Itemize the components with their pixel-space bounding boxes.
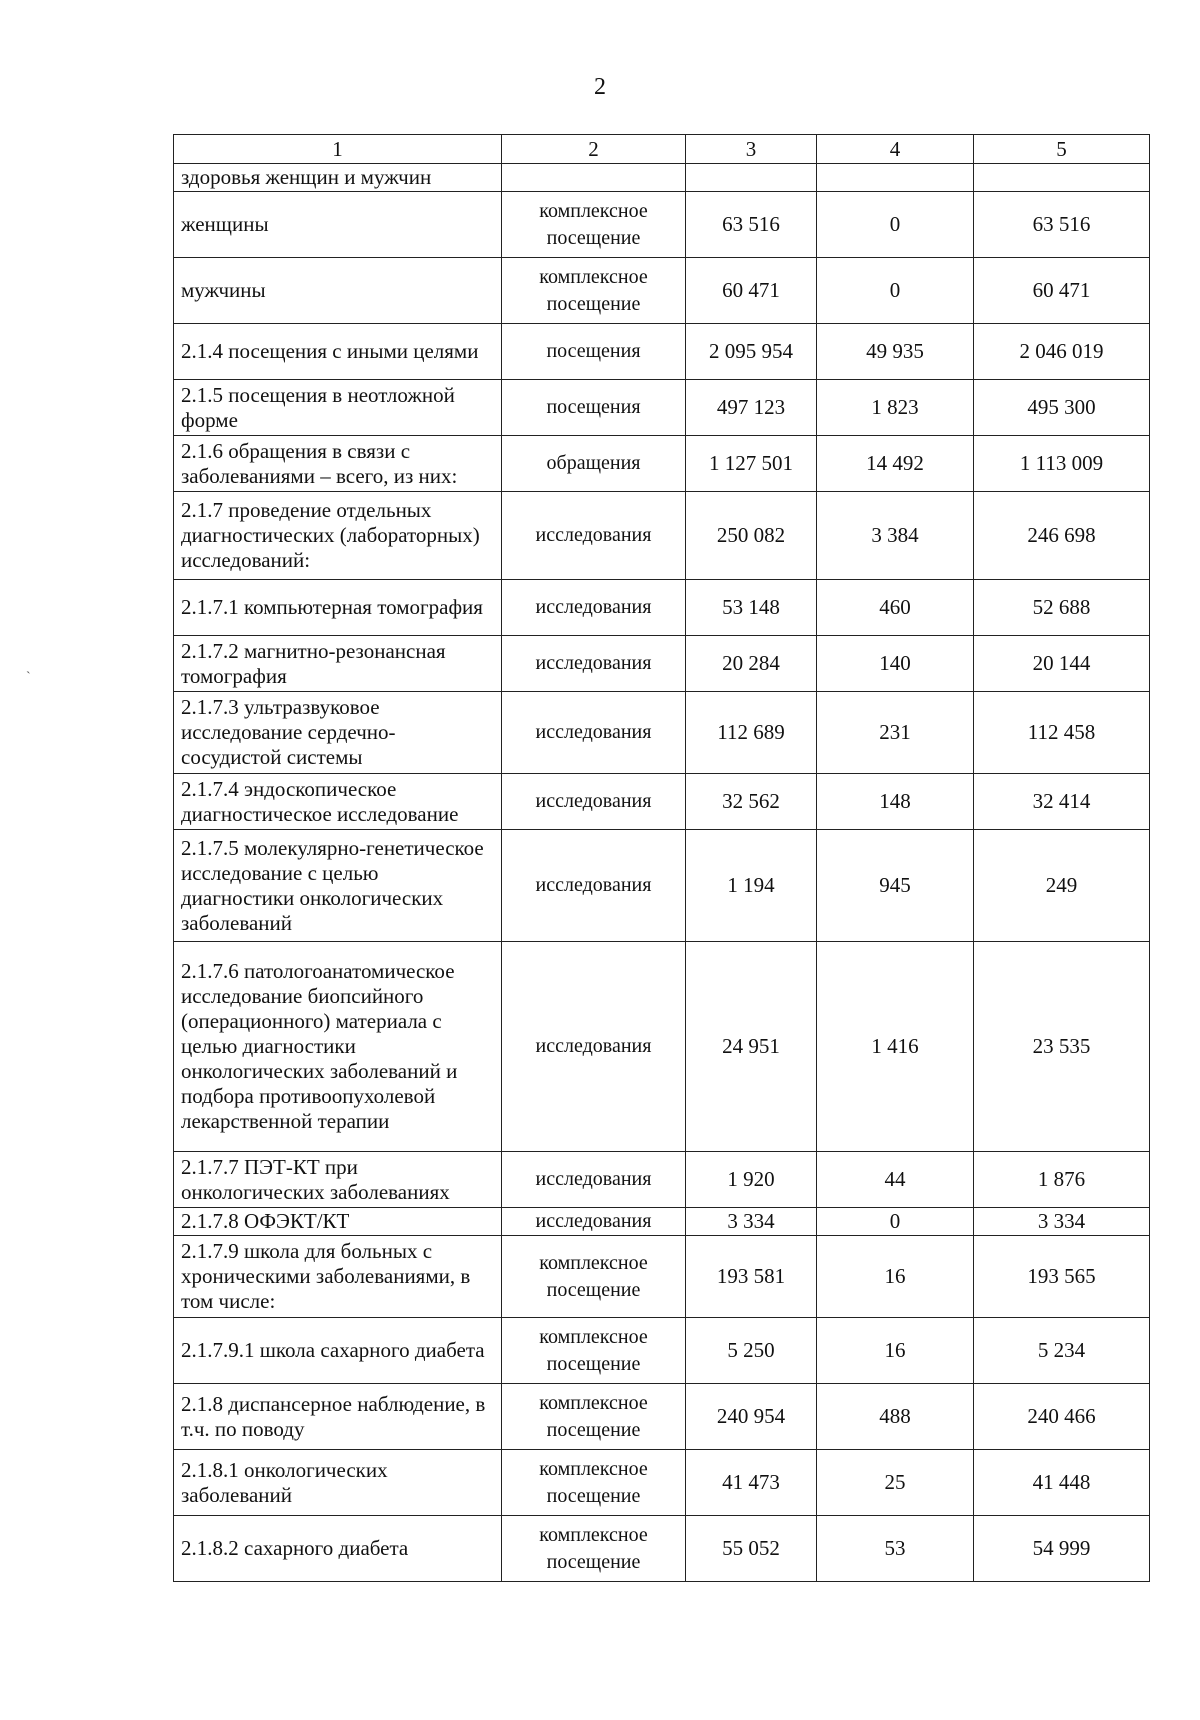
value-col-3: 112 689: [686, 692, 817, 774]
unit-cell: исследования: [502, 492, 686, 580]
row-label: 2.1.7.1 компьютерная томография: [174, 580, 502, 636]
value-col-3: 63 516: [686, 192, 817, 258]
table-row: [174, 830, 1150, 942]
value-col-5: 495 300: [974, 380, 1150, 436]
unit-cell: комплексное посещение: [502, 258, 686, 324]
row-label: 2.1.4 посещения с иными целями: [174, 324, 502, 380]
unit-cell: комплексное посещение: [502, 1450, 686, 1516]
value-col-4: 16: [817, 1318, 974, 1384]
value-col-3: 20 284: [686, 636, 817, 692]
value-col-4: 1 416: [817, 942, 974, 1152]
row-label: 2.1.7.3 ультразвуковое исследование сердечно-сосудистой системы: [174, 692, 502, 774]
value-col-5: 23 535: [974, 942, 1150, 1152]
table-row: [174, 580, 1150, 636]
value-col-5: 63 516: [974, 192, 1150, 258]
table-row: [174, 774, 1150, 830]
value-col-5: 5 234: [974, 1318, 1150, 1384]
value-col-5: 246 698: [974, 492, 1150, 580]
value-col-3: 41 473: [686, 1450, 817, 1516]
value-col-5: [974, 164, 1150, 192]
value-col-4: 231: [817, 692, 974, 774]
unit-cell: исследования: [502, 942, 686, 1152]
value-col-3: 2 095 954: [686, 324, 817, 380]
row-label: 2.1.8.1 онкологических заболеваний: [174, 1450, 502, 1516]
unit-cell: исследования: [502, 580, 686, 636]
unit-cell: исследования: [502, 1208, 686, 1236]
unit-cell: комплексное посещение: [502, 1236, 686, 1318]
value-col-4: 25: [817, 1450, 974, 1516]
unit-cell: исследования: [502, 830, 686, 942]
row-label: 2.1.8 диспансерное наблюдение, в т.ч. по поводу: [174, 1384, 502, 1450]
value-col-4: 0: [817, 1208, 974, 1236]
row-label: 2.1.6 обращения в связи с заболеваниями – всего, из них:: [174, 436, 502, 492]
value-col-3: 497 123: [686, 380, 817, 436]
value-col-4: 945: [817, 830, 974, 942]
value-col-3: 55 052: [686, 1516, 817, 1582]
value-col-3: 53 148: [686, 580, 817, 636]
table-row: [174, 1384, 1150, 1450]
row-label: 2.1.7.5 молекулярно-генетическое исследование с целью диагностики онкологических заболеваний: [174, 830, 502, 942]
unit-cell: исследования: [502, 774, 686, 830]
data-table: [173, 134, 1150, 1582]
header-cell-3: 3: [686, 135, 817, 164]
table-row: [174, 1152, 1150, 1208]
value-col-5: 41 448: [974, 1450, 1150, 1516]
unit-cell: комплексное посещение: [502, 1516, 686, 1582]
table-row: [174, 436, 1150, 492]
value-col-4: 460: [817, 580, 974, 636]
scan-artifact: ˋ: [26, 670, 31, 685]
unit-cell: [502, 164, 686, 192]
value-col-4: 0: [817, 192, 974, 258]
value-col-4: 140: [817, 636, 974, 692]
value-col-5: 249: [974, 830, 1150, 942]
table-row: [174, 164, 1150, 192]
value-col-4: 53: [817, 1516, 974, 1582]
value-col-3: 1 127 501: [686, 436, 817, 492]
value-col-3: [686, 164, 817, 192]
table-row: [174, 1516, 1150, 1582]
value-col-5: 1 113 009: [974, 436, 1150, 492]
value-col-3: 193 581: [686, 1236, 817, 1318]
row-label: 2.1.7.2 магнитно-резонансная томография: [174, 636, 502, 692]
value-col-4: 44: [817, 1152, 974, 1208]
table-row: [174, 1318, 1150, 1384]
header-cell-5: 5: [974, 135, 1150, 164]
value-col-5: 240 466: [974, 1384, 1150, 1450]
header-row: [174, 135, 1150, 164]
table-row: [174, 258, 1150, 324]
value-col-5: 32 414: [974, 774, 1150, 830]
unit-cell: посещения: [502, 380, 686, 436]
value-col-5: 20 144: [974, 636, 1150, 692]
value-col-3: 60 471: [686, 258, 817, 324]
value-col-4: 1 823: [817, 380, 974, 436]
value-col-4: 3 384: [817, 492, 974, 580]
row-label: 2.1.7.9.1 школа сахарного диабета: [174, 1318, 502, 1384]
value-col-4: 49 935: [817, 324, 974, 380]
value-col-4: 148: [817, 774, 974, 830]
value-col-3: 240 954: [686, 1384, 817, 1450]
table-row: [174, 1208, 1150, 1236]
row-label: мужчины: [174, 258, 502, 324]
value-col-4: 0: [817, 258, 974, 324]
value-col-3: 250 082: [686, 492, 817, 580]
value-col-5: 112 458: [974, 692, 1150, 774]
table-row: [174, 942, 1150, 1152]
page-number: 2: [594, 74, 606, 100]
row-label: 2.1.7.6 патологоанатомическое исследование биопсийного (операционного) материала с целью диагностики онкологических заболеваний и подбора противоопухолевой лекарственной терапии: [174, 942, 502, 1152]
value-col-5: 2 046 019: [974, 324, 1150, 380]
unit-cell: исследования: [502, 1152, 686, 1208]
value-col-5: 60 471: [974, 258, 1150, 324]
value-col-5: 193 565: [974, 1236, 1150, 1318]
table-row: [174, 492, 1150, 580]
row-label: здоровья женщин и мужчин: [174, 164, 502, 192]
unit-cell: исследования: [502, 692, 686, 774]
row-label: 2.1.7.7 ПЭТ-КТ при онкологических заболеваниях: [174, 1152, 502, 1208]
header-cell-1: 1: [174, 135, 502, 164]
value-col-3: 5 250: [686, 1318, 817, 1384]
row-label: 2.1.7 проведение отдельных диагностических (лабораторных) исследований:: [174, 492, 502, 580]
row-label: 2.1.7.4 эндоскопическое диагностическое исследование: [174, 774, 502, 830]
unit-cell: обращения: [502, 436, 686, 492]
header-cell-4: 4: [817, 135, 974, 164]
unit-cell: комплексное посещение: [502, 192, 686, 258]
row-label: 2.1.7.8 ОФЭКТ/КТ: [174, 1208, 502, 1236]
table-row: [174, 324, 1150, 380]
value-col-4: 488: [817, 1384, 974, 1450]
value-col-5: 1 876: [974, 1152, 1150, 1208]
value-col-4: 14 492: [817, 436, 974, 492]
table-row: [174, 636, 1150, 692]
table-body: [174, 135, 1150, 1582]
row-label: 2.1.5 посещения в неотложной форме: [174, 380, 502, 436]
value-col-5: 52 688: [974, 580, 1150, 636]
table-row: [174, 692, 1150, 774]
table-row: [174, 192, 1150, 258]
unit-cell: посещения: [502, 324, 686, 380]
table-row: [174, 1236, 1150, 1318]
row-label: 2.1.8.2 сахарного диабета: [174, 1516, 502, 1582]
value-col-4: [817, 164, 974, 192]
value-col-3: 24 951: [686, 942, 817, 1152]
row-label: 2.1.7.9 школа для больных с хроническими заболеваниями, в том числе:: [174, 1236, 502, 1318]
value-col-3: 3 334: [686, 1208, 817, 1236]
value-col-5: 3 334: [974, 1208, 1150, 1236]
value-col-3: 1 920: [686, 1152, 817, 1208]
value-col-5: 54 999: [974, 1516, 1150, 1582]
unit-cell: комплексное посещение: [502, 1384, 686, 1450]
unit-cell: комплексное посещение: [502, 1318, 686, 1384]
unit-cell: исследования: [502, 636, 686, 692]
value-col-3: 1 194: [686, 830, 817, 942]
value-col-4: 16: [817, 1236, 974, 1318]
table-row: [174, 380, 1150, 436]
value-col-3: 32 562: [686, 774, 817, 830]
row-label: женщины: [174, 192, 502, 258]
table-row: [174, 1450, 1150, 1516]
header-cell-2: 2: [502, 135, 686, 164]
